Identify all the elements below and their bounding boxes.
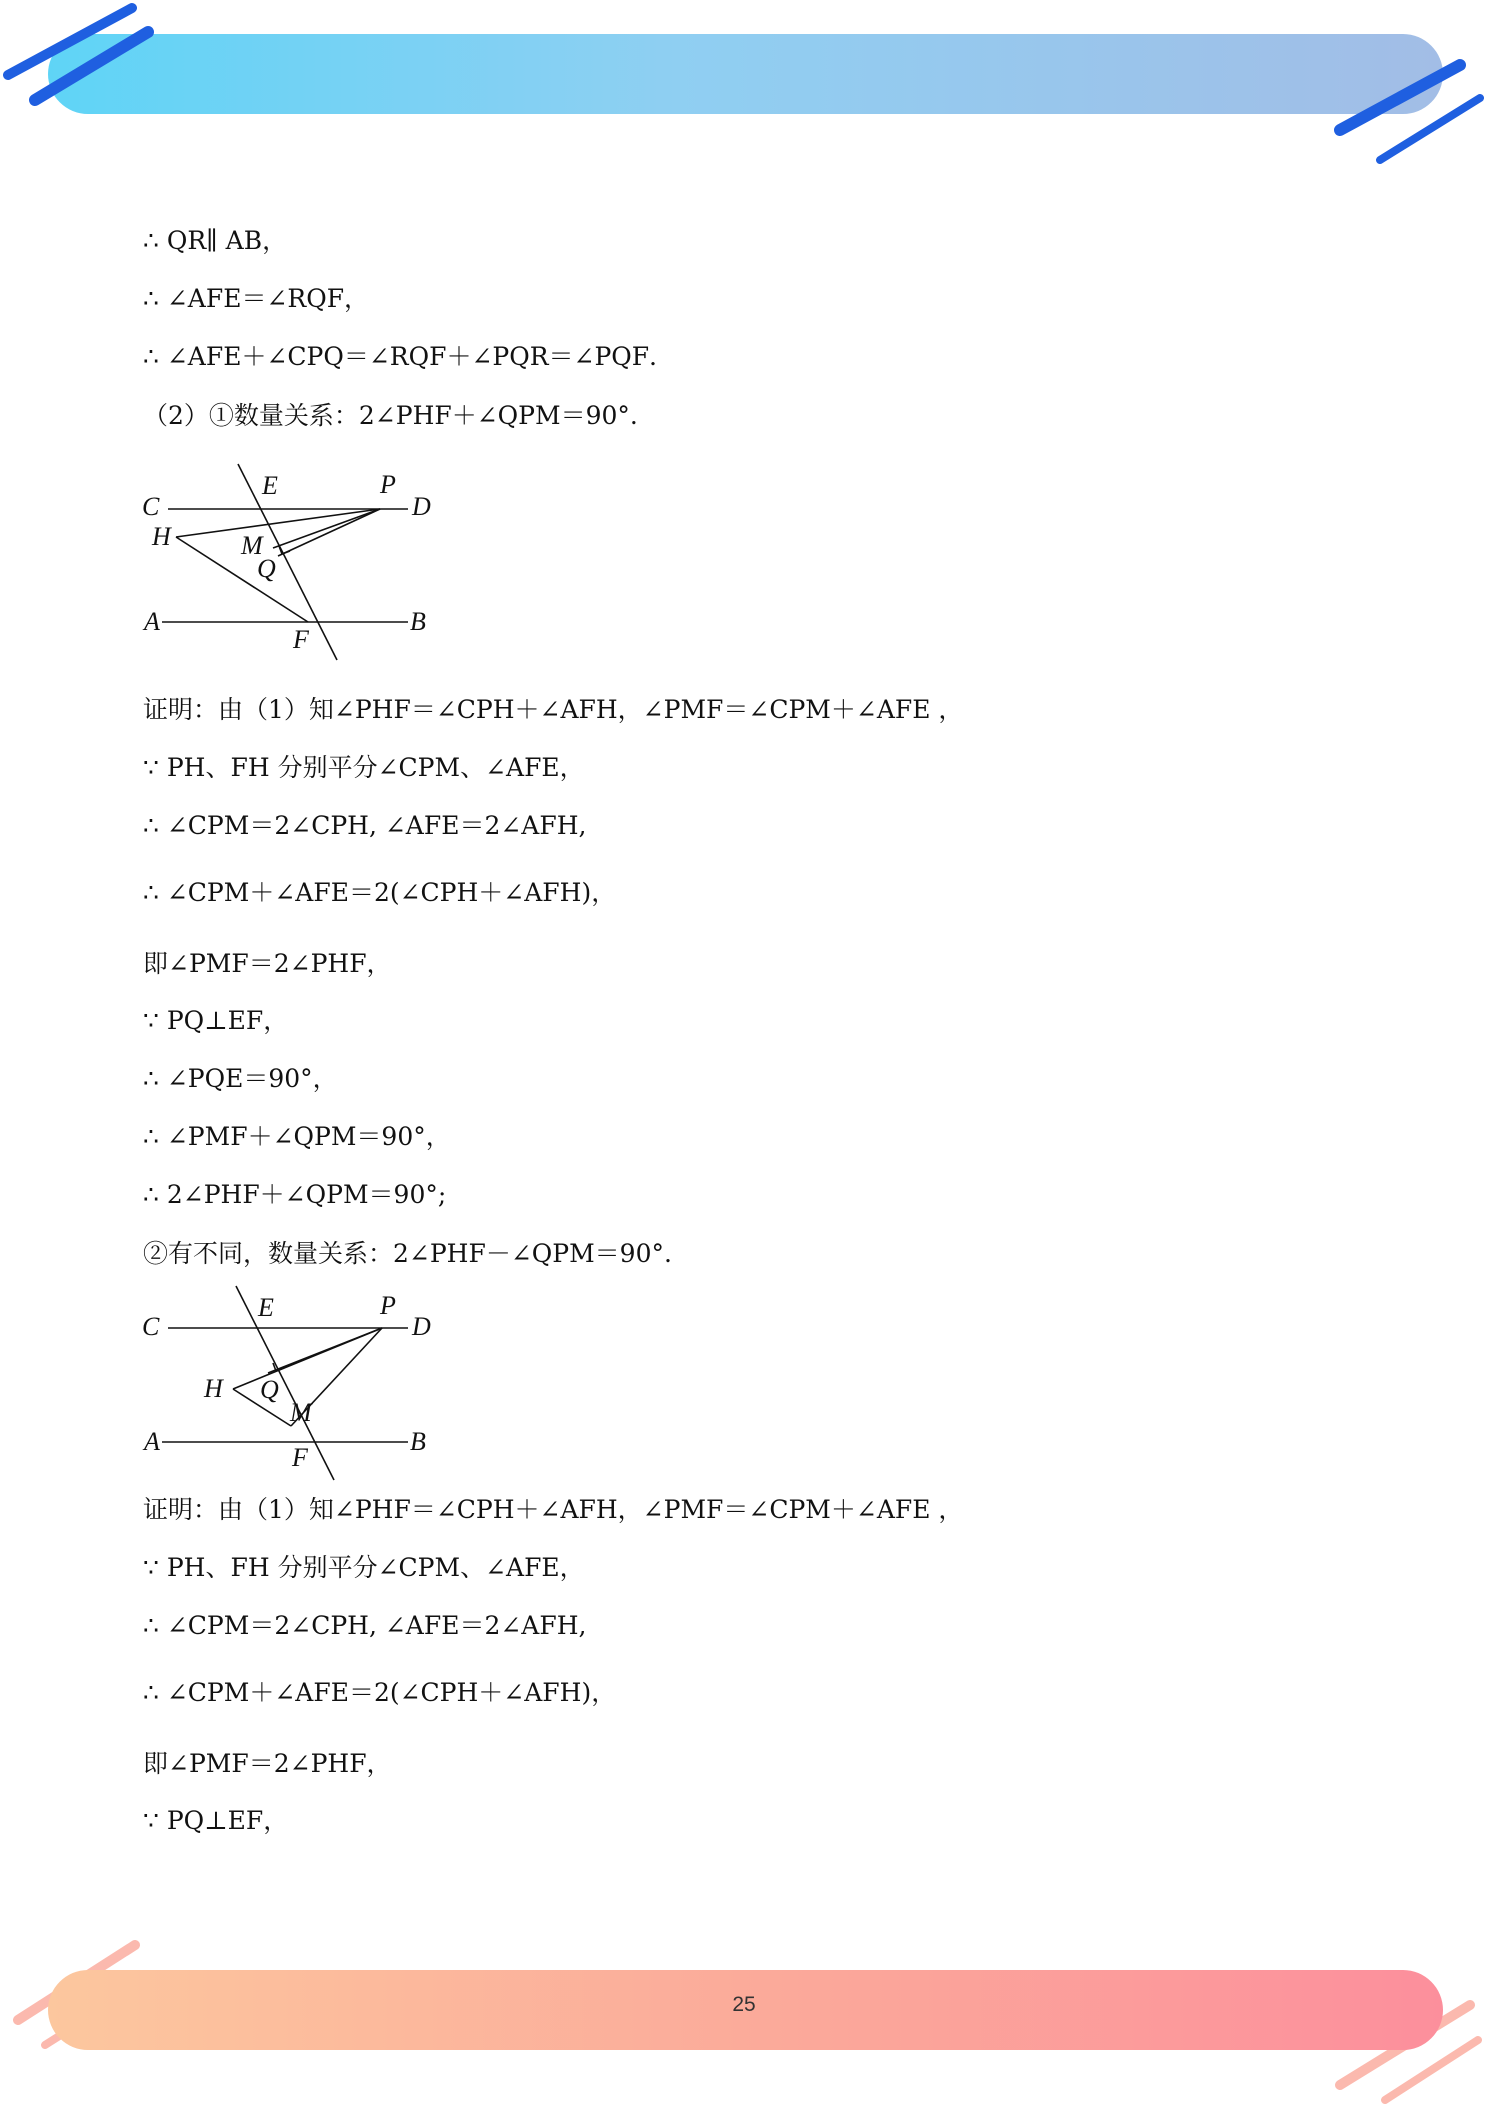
- proof-line: ∴ ∠CPM＋∠AFE＝2(∠CPH＋∠AFH)，: [143, 1678, 617, 1707]
- proof-line: ∵ PQ⊥EF，: [143, 1806, 289, 1835]
- line-ef: [238, 464, 337, 660]
- segment-pq: [268, 1328, 382, 1373]
- proof-line: 即∠PMF＝2∠PHF，: [143, 949, 392, 978]
- page-number: 25: [732, 1993, 756, 2016]
- proof-line: ∴ ∠CPM＋∠AFE＝2(∠CPH＋∠AFH)，: [143, 878, 617, 907]
- proof-line: ∴ QR∥ AB，: [143, 226, 288, 255]
- label-d: D: [412, 492, 431, 521]
- label-c: C: [142, 1312, 160, 1341]
- label-m: M: [241, 531, 263, 560]
- proof-line: ∴ ∠PMF＋∠QPM＝90°，: [143, 1122, 451, 1151]
- line-ef: [236, 1286, 334, 1480]
- proof-line: ∴ 2∠PHF＋∠QPM＝90°;: [143, 1180, 447, 1209]
- label-h: H: [152, 522, 171, 551]
- proof-line: ∵ PQ⊥EF，: [143, 1006, 289, 1035]
- geometry-figure-2: [130, 1280, 460, 1490]
- label-a: A: [144, 607, 160, 636]
- proof-line: ∵ PH、FH 分别平分∠CPM、∠AFE，: [143, 1553, 585, 1582]
- question-heading: ②有不同，数量关系：2∠PHF－∠QPM＝90°.: [143, 1239, 672, 1268]
- proof-line: ∴ ∠CPM＝2∠CPH, ∠AFE＝2∠AFH,: [143, 1611, 587, 1640]
- label-b: B: [410, 607, 426, 636]
- label-q: Q: [257, 554, 276, 583]
- proof-line: ∴ ∠PQE＝90°，: [143, 1064, 338, 1093]
- proof-line: 证明：由（1）知∠PHF＝∠CPH＋∠AFH，∠PMF＝∠CPM＋∠AFE ，: [143, 1495, 964, 1524]
- proof-line: ∴ ∠CPM＝2∠CPH, ∠AFE＝2∠AFH,: [143, 811, 587, 840]
- label-p: P: [380, 1291, 396, 1320]
- label-q: Q: [260, 1375, 279, 1404]
- proof-line: ∵ PH、FH 分别平分∠CPM、∠AFE，: [143, 753, 585, 782]
- label-d: D: [412, 1312, 431, 1341]
- label-e: E: [258, 1293, 274, 1322]
- label-f: F: [293, 625, 309, 654]
- label-e: E: [262, 471, 278, 500]
- label-f: F: [292, 1443, 308, 1472]
- geometry-figure-1: [130, 460, 460, 670]
- label-b: B: [410, 1427, 426, 1456]
- label-c: C: [142, 492, 160, 521]
- proof-line: ∴ ∠AFE＝∠RQF，: [143, 284, 370, 313]
- label-a: A: [144, 1427, 160, 1456]
- label-m: M: [290, 1398, 312, 1427]
- label-h: H: [204, 1374, 223, 1403]
- proof-line: 证明：由（1）知∠PHF＝∠CPH＋∠AFH，∠PMF＝∠CPM＋∠AFE ，: [143, 695, 964, 724]
- proof-line: ∴ ∠AFE＋∠CPQ＝∠RQF＋∠PQR＝∠PQF．: [143, 342, 675, 371]
- proof-line: 即∠PMF＝2∠PHF，: [143, 1749, 392, 1778]
- segment-pq: [273, 509, 380, 548]
- label-p: P: [380, 470, 396, 499]
- question-heading: （2）①数量关系：2∠PHF＋∠QPM＝90°.: [143, 401, 638, 430]
